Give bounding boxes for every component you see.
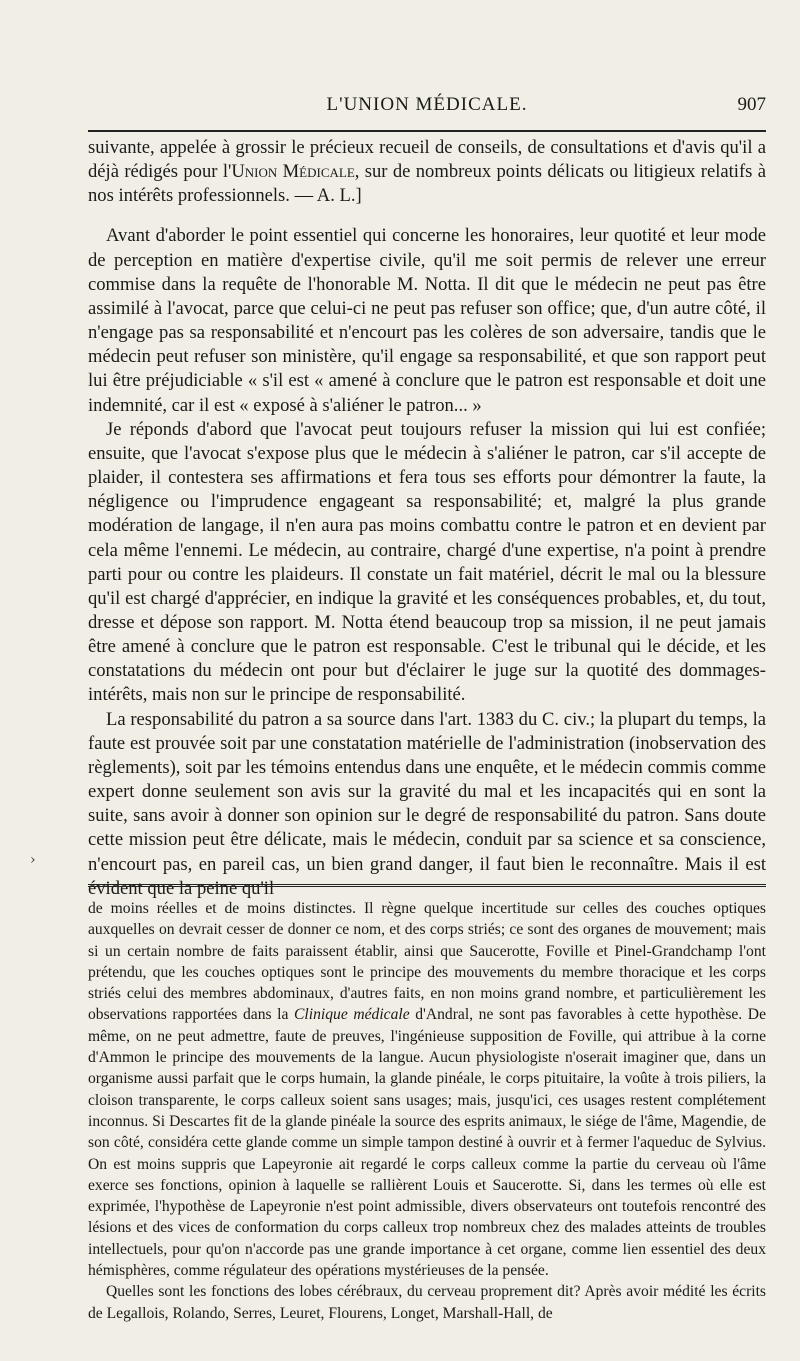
cited-work: Clinique médicale bbox=[294, 1006, 410, 1024]
footnote-rule bbox=[88, 884, 766, 889]
footnote-paragraph: Quelles sont les fonctions des lobes cérébraux, du cerveau proprement dit? Après avoir médité les écrits de Legallois, Rolando, Serres, Leuret, Flourens, Longet, Marshall-Hall, de bbox=[88, 1283, 766, 1322]
journal-name: Union Médicale bbox=[231, 161, 355, 183]
paragraph-continuation bbox=[88, 136, 766, 208]
header-rule bbox=[88, 130, 766, 132]
paragraph: Je réponds d'abord que l'avocat peut toujours refuser la mission qui lui est confiée; ensuite, que l'avocat s'expose plus que le médecin à s'aliéner le patron, car s'il accepte de plaider, il contestera ses affirmations et fera tous ses efforts pour démontrer la faute, la négligence ou l'imprudence engageant sa responsabilité; et, malgré la plus grande modération de langage, il n'en aura pas moins combattu contre le patron et en devient par cela même l'ennemi. Le médecin, au contraire, chargé d'une expertise, n'a point à prendre parti pour ou contre les plaideurs. Il constate un fait matériel, décrit le mal ou la blessure qu'il est chargé d'apprécier, en indique la gravité et les conséquences probables, et, du tout, dresse et dépose son rapport. M. Notta étend beaucoup trop sa mission, il ne peut jamais être amené à conclure que le patron est responsable. C'est le tribunal qui le décide, et les constatations du médecin ont pour but d'éclairer le juge sur la quotité des dommages-intérêts, mais non sur le principe de responsabilité. bbox=[88, 418, 766, 706]
main-text bbox=[88, 136, 766, 901]
margin-mark: › bbox=[30, 852, 36, 868]
footnote-paragraph bbox=[88, 898, 766, 1281]
footnote-segment: d'Andral, ne sont pas favorables à cette hypothèse. De même, on ne peut admettre, faute de preuves, l'ingénieuse supposition de Foville, qui attribue à la corne d'Ammon le principe des mouvements de la langue. Aucun physiologiste n'oserait imaginer que, dans un organisme aussi parfait que le corps humain, la glande pinéale, le corps pituitaire, la voûte à trois piliers, la cloison transparente, le corps calleux soient sans usages; mais, jusqu'ici, ces usages restent complétement inconnus. Si Descartes fit de la glande pinéale la source des esprits animaux, le siége de l'âme, Magendie, de son côté, considéra cette glande comme un simple tampon destiné à ouvrir et à fermer l'aqueduc de Sylvius. On est moins suppris que Lapeyronie ait regardé le corps calleux comme la partie du cerveau où l'âme exerce ses fonctions, opinion à laquelle se rallièrent Louis et Saucerotte. Si, dans les termes où elle est exprimée, l'hypothèse de Lapeyronie n'est point admissible, divers observateurs ont toutefois rencontré des lésions et des vices de conformation du corps calleux trop nombreux chez des malades atteints de troubles intellectuels, pour qu'on n'accorde pas une grande importance à cet organe, comme lien essentiel des deux hémisphères, comme régulateur des opérations mystérieuses de la pensée. bbox=[88, 1006, 766, 1280]
running-title: L'UNION MÉDICALE. bbox=[326, 94, 528, 115]
paragraph-text: suivante, appelée à grossir le précieux recueil de conseils, de consultations et d'avis qu'il a déjà rédigés pour l' bbox=[88, 137, 766, 183]
footnote-text bbox=[88, 898, 766, 1324]
page-header bbox=[88, 94, 766, 124]
paragraph: La responsabilité du patron a sa source dans l'art. 1383 du C. civ.; la plupart du temps, la faute est prouvée soit par une constatation matérielle de l'administration (inobservation des règlements), soit par les témoins entendus dans une enquête, et le médecin commis comme expert donne seulement son avis sur la gravité du mal et les incapacités qui en sont la suite, sans avoir à donner son opinion sur le degré de responsabilité du patron. Sans doute cette mission peut être délicate, mais le médecin, conduit par sa science et sa conscience, n'encourt pas, en pareil cas, un bien grand danger, il faut bien le reconnaître. Mais il est évident que la peine qu'il bbox=[88, 708, 766, 899]
page-number: 907 bbox=[737, 94, 766, 115]
footnote-segment: de moins réelles et de moins distinctes. Il règne quelque incertitude sur celles des couches optiques auxquelles on devrait cesser de donner ce nom, et des corps striés; ce sont des organes de mouvement; mais si un certain nombre de faits paraissent établir, ainsi que Saucerotte, Foville et Pinel-Grandchamp l'ont prétendu, que les couches optiques sont le principe des mouvements du membre thoracique et les corps striés celui des membres abdominaux, d'autres faits, en non moins grand nombre, et particulièrement les observations rapportées dans la bbox=[88, 900, 766, 1024]
paragraph: Avant d'aborder le point essentiel qui concerne les honoraires, leur quotité et leur mode de perception en matière d'expertise civile, qu'il me soit permis de relever une erreur commise dans la requête de l'honorable M. Notta. Il dit que le médecin ne peut pas être assimilé à l'avocat, parce que celui-ci ne peut pas refuser son office; que, d'un autre côté, il n'engage pas sa responsabilité et n'encourt pas les colères de son adversaire, tandis que le médecin peut refuser son ministère, qu'il engage sa responsabilité, et que son rapport peut lui être préjudiciable « s'il est « amené à conclure que le patron est responsable et doit une indemnité, car il est « exposé à s'aliéner le patron... » bbox=[88, 225, 766, 416]
paragraph-text: , sur de nombreux points délicats ou litigieux relatifs à nos intérêts professionnels. — A. L.] bbox=[88, 161, 766, 207]
